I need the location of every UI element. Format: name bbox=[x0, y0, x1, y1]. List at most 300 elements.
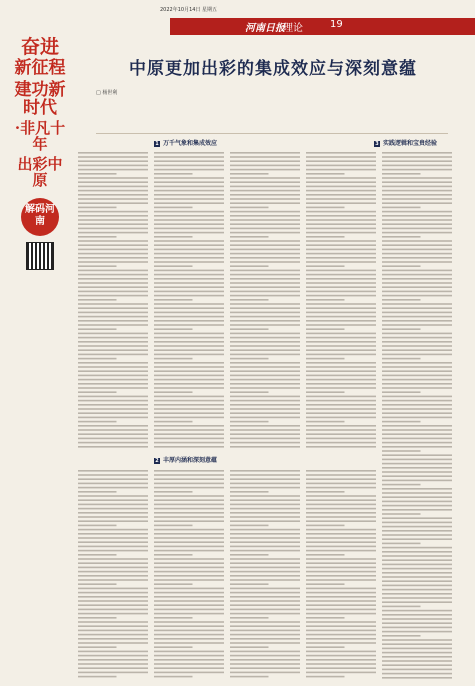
text-line bbox=[78, 508, 148, 510]
text-line bbox=[306, 358, 345, 360]
text-line bbox=[154, 291, 224, 293]
text-line bbox=[78, 520, 148, 522]
text-line bbox=[230, 533, 300, 535]
text-line bbox=[154, 600, 224, 602]
text-line bbox=[78, 341, 148, 343]
text-line bbox=[306, 676, 345, 678]
text-line bbox=[306, 408, 376, 410]
text-line bbox=[78, 667, 148, 669]
text-line bbox=[154, 194, 224, 196]
text-line bbox=[154, 425, 224, 427]
text-texture bbox=[154, 150, 224, 450]
text-line bbox=[154, 177, 224, 179]
text-line bbox=[230, 659, 300, 661]
text-line bbox=[230, 425, 300, 427]
text-line bbox=[230, 211, 300, 213]
text-line bbox=[230, 676, 269, 678]
text-line bbox=[230, 554, 269, 556]
text-line bbox=[78, 442, 148, 444]
text-line bbox=[306, 621, 376, 623]
text-line bbox=[230, 181, 300, 183]
text-line bbox=[382, 354, 452, 356]
text-line bbox=[382, 555, 452, 557]
text-line bbox=[78, 625, 148, 627]
text-line bbox=[382, 328, 421, 330]
text-line bbox=[382, 219, 452, 221]
subheading-2-text: 丰厚内涵和深刻意蕴 bbox=[163, 457, 218, 464]
subheading-3 bbox=[374, 138, 437, 147]
text-line bbox=[154, 546, 224, 548]
text-line bbox=[154, 554, 193, 556]
text-line bbox=[382, 589, 452, 591]
text-line bbox=[230, 244, 300, 246]
text-line bbox=[230, 417, 300, 419]
text-line bbox=[230, 194, 300, 196]
text-line bbox=[154, 387, 224, 389]
text-line bbox=[382, 534, 452, 536]
text-line bbox=[78, 429, 148, 431]
text-line bbox=[230, 634, 300, 636]
text-line bbox=[78, 504, 148, 506]
text-line bbox=[382, 396, 452, 398]
text-line bbox=[78, 638, 148, 640]
text-line bbox=[306, 638, 376, 640]
text-line bbox=[154, 646, 193, 648]
text-line bbox=[78, 537, 148, 539]
text-line bbox=[154, 299, 193, 301]
text-line bbox=[306, 291, 376, 293]
text-texture bbox=[230, 468, 300, 680]
text-line bbox=[382, 337, 452, 339]
text-line bbox=[306, 474, 376, 476]
text-line bbox=[306, 525, 345, 527]
text-line bbox=[78, 562, 148, 564]
text-line bbox=[306, 659, 376, 661]
text-line bbox=[230, 562, 300, 564]
text-line bbox=[306, 391, 345, 393]
text-line bbox=[230, 295, 300, 297]
text-texture bbox=[382, 150, 452, 680]
subheading-1 bbox=[154, 138, 217, 147]
text-line bbox=[78, 186, 148, 188]
text-line bbox=[306, 672, 376, 674]
text-line bbox=[382, 207, 421, 209]
slogan-line-2: 新征程 bbox=[14, 57, 66, 78]
text-line bbox=[78, 571, 148, 573]
text-line bbox=[382, 160, 452, 162]
subheading-1-text: 万千气象和集成效应 bbox=[163, 140, 218, 147]
text-line bbox=[154, 156, 224, 158]
text-line bbox=[306, 508, 376, 510]
text-line bbox=[306, 642, 376, 644]
text-line bbox=[78, 387, 148, 389]
text-line bbox=[78, 516, 148, 518]
text-line bbox=[78, 370, 148, 372]
text-line bbox=[230, 358, 269, 360]
text-line bbox=[78, 223, 148, 225]
text-line bbox=[78, 596, 148, 598]
text-line bbox=[78, 483, 148, 485]
text-line bbox=[154, 160, 224, 162]
text-line bbox=[154, 520, 224, 522]
text-line bbox=[382, 673, 452, 675]
text-line bbox=[230, 316, 300, 318]
text-line bbox=[230, 341, 300, 343]
text-line bbox=[306, 421, 345, 423]
text-line bbox=[306, 588, 376, 590]
text-line bbox=[306, 617, 345, 619]
text-line bbox=[230, 337, 300, 339]
text-line bbox=[382, 223, 452, 225]
text-texture bbox=[78, 468, 148, 680]
text-line bbox=[306, 575, 376, 577]
text-line bbox=[382, 475, 452, 477]
text-line bbox=[230, 495, 300, 497]
text-line bbox=[154, 223, 224, 225]
text-line bbox=[382, 568, 452, 570]
text-line bbox=[382, 543, 421, 545]
text-line bbox=[230, 249, 300, 251]
text-line bbox=[306, 160, 376, 162]
text-line bbox=[230, 625, 300, 627]
text-line bbox=[78, 228, 148, 230]
text-line bbox=[306, 433, 376, 435]
text-line bbox=[306, 596, 376, 598]
text-line bbox=[154, 533, 224, 535]
text-line bbox=[154, 383, 224, 385]
text-line bbox=[382, 291, 452, 293]
text-line bbox=[154, 571, 224, 573]
text-line bbox=[154, 417, 224, 419]
text-line bbox=[230, 487, 300, 489]
text-line bbox=[382, 240, 452, 242]
text-line bbox=[230, 219, 300, 221]
text-line bbox=[78, 181, 148, 183]
text-line bbox=[382, 664, 452, 666]
text-line bbox=[382, 538, 452, 540]
text-line bbox=[382, 454, 452, 456]
text-line bbox=[230, 404, 300, 406]
text-line bbox=[230, 617, 269, 619]
text-line bbox=[230, 613, 300, 615]
subheading-1-number: 1 bbox=[155, 140, 159, 147]
text-line bbox=[154, 412, 224, 414]
text-line bbox=[382, 652, 452, 654]
text-line bbox=[382, 580, 452, 582]
text-line bbox=[306, 219, 376, 221]
text-line bbox=[78, 236, 117, 238]
text-line bbox=[306, 429, 376, 431]
text-line bbox=[382, 513, 421, 515]
text-line bbox=[78, 362, 148, 364]
text-line bbox=[154, 274, 224, 276]
text-line bbox=[154, 236, 193, 238]
text-line bbox=[306, 228, 376, 230]
text-line bbox=[154, 375, 224, 377]
text-line bbox=[230, 550, 300, 552]
text-line bbox=[306, 341, 376, 343]
article bbox=[78, 40, 468, 680]
text-line bbox=[382, 299, 421, 301]
lead-divider bbox=[96, 133, 448, 134]
text-line bbox=[306, 550, 376, 552]
text-line bbox=[306, 181, 376, 183]
text-line bbox=[230, 646, 269, 648]
text-line bbox=[78, 257, 148, 259]
text-line bbox=[306, 223, 376, 225]
text-line bbox=[382, 165, 452, 167]
text-line bbox=[306, 634, 376, 636]
text-line bbox=[78, 525, 117, 527]
slogan-line-4: ·非凡十年 bbox=[14, 119, 66, 154]
text-line bbox=[306, 349, 376, 351]
text-line bbox=[230, 354, 300, 356]
text-line bbox=[230, 499, 300, 501]
text-line bbox=[78, 202, 148, 204]
text-line bbox=[306, 495, 376, 497]
text-line bbox=[306, 207, 345, 209]
text-line bbox=[382, 480, 452, 482]
text-line bbox=[154, 169, 224, 171]
text-line bbox=[154, 341, 224, 343]
text-line bbox=[154, 470, 224, 472]
text-line bbox=[154, 512, 224, 514]
text-line bbox=[154, 438, 224, 440]
text-line bbox=[382, 358, 421, 360]
text-line bbox=[154, 621, 224, 623]
text-line bbox=[306, 516, 376, 518]
text-line bbox=[382, 669, 452, 671]
column-seal: 解码河南 bbox=[21, 198, 59, 236]
text-line bbox=[306, 270, 376, 272]
text-line bbox=[382, 433, 452, 435]
text-line bbox=[154, 583, 193, 585]
text-line bbox=[306, 278, 376, 280]
text-line bbox=[78, 328, 117, 330]
text-line bbox=[154, 207, 193, 209]
text-line bbox=[306, 478, 376, 480]
text-line bbox=[306, 400, 376, 402]
text-line bbox=[230, 609, 300, 611]
text-line bbox=[154, 190, 224, 192]
text-line bbox=[382, 198, 452, 200]
text-line bbox=[78, 646, 117, 648]
text-line bbox=[382, 530, 452, 532]
text-line bbox=[306, 487, 376, 489]
text-line bbox=[382, 236, 421, 238]
text-line bbox=[154, 362, 224, 364]
text-line bbox=[78, 207, 117, 209]
text-line bbox=[230, 525, 269, 527]
text-line bbox=[154, 529, 224, 531]
text-line bbox=[382, 585, 452, 587]
body-column-2 bbox=[154, 150, 224, 450]
text-line bbox=[78, 659, 148, 661]
text-line bbox=[382, 387, 452, 389]
text-line bbox=[154, 499, 224, 501]
text-line bbox=[78, 512, 148, 514]
text-line bbox=[306, 579, 376, 581]
text-line bbox=[230, 438, 300, 440]
text-line bbox=[382, 202, 452, 204]
text-line bbox=[230, 236, 269, 238]
text-line bbox=[382, 417, 452, 419]
text-line bbox=[230, 433, 300, 435]
text-line bbox=[306, 177, 376, 179]
text-line bbox=[154, 303, 224, 305]
text-line bbox=[78, 541, 148, 543]
text-line bbox=[382, 488, 452, 490]
subheading-3-number: 3 bbox=[375, 140, 379, 147]
text-line bbox=[154, 592, 224, 594]
slogan-line-1: 奋进 bbox=[20, 36, 59, 58]
text-line bbox=[78, 270, 148, 272]
text-line bbox=[306, 512, 376, 514]
text-line bbox=[306, 244, 376, 246]
text-line bbox=[154, 198, 224, 200]
text-line bbox=[78, 391, 117, 393]
text-line bbox=[306, 299, 345, 301]
text-line bbox=[230, 387, 300, 389]
text-line bbox=[382, 391, 421, 393]
text-line bbox=[78, 575, 148, 577]
text-line bbox=[154, 442, 224, 444]
text-line bbox=[306, 541, 376, 543]
text-line bbox=[382, 375, 452, 377]
text-line bbox=[78, 446, 148, 448]
text-line bbox=[230, 328, 269, 330]
text-line bbox=[230, 215, 300, 217]
text-line bbox=[306, 562, 376, 564]
text-line bbox=[230, 324, 300, 326]
text-line bbox=[382, 412, 452, 414]
text-line bbox=[154, 173, 193, 175]
text-line bbox=[382, 349, 452, 351]
text-line bbox=[78, 655, 148, 657]
text-line bbox=[230, 173, 269, 175]
body-column-3-lower bbox=[230, 468, 300, 680]
text-line bbox=[78, 211, 148, 213]
text-line bbox=[382, 232, 452, 234]
text-line bbox=[154, 337, 224, 339]
text-line bbox=[306, 286, 376, 288]
text-line bbox=[382, 274, 452, 276]
text-line bbox=[382, 400, 452, 402]
text-line bbox=[306, 198, 376, 200]
text-line bbox=[154, 617, 193, 619]
text-line bbox=[230, 291, 300, 293]
text-line bbox=[230, 228, 300, 230]
text-line bbox=[230, 638, 300, 640]
text-line bbox=[306, 236, 345, 238]
text-line bbox=[306, 333, 376, 335]
text-line bbox=[78, 579, 148, 581]
text-line bbox=[154, 516, 224, 518]
text-line bbox=[382, 501, 452, 503]
text-line bbox=[230, 207, 269, 209]
text-line bbox=[306, 571, 376, 573]
text-line bbox=[382, 429, 452, 431]
article-byline: □ 杨世利 bbox=[96, 90, 118, 96]
text-line bbox=[154, 541, 224, 543]
text-line bbox=[382, 484, 421, 486]
text-line bbox=[154, 253, 224, 255]
text-line bbox=[306, 546, 376, 548]
text-line bbox=[154, 232, 224, 234]
page-number: 19 bbox=[330, 19, 343, 30]
text-line bbox=[306, 345, 376, 347]
text-line bbox=[154, 495, 224, 497]
text-line bbox=[230, 604, 300, 606]
text-line bbox=[306, 529, 376, 531]
text-line bbox=[230, 152, 300, 154]
text-line bbox=[306, 303, 376, 305]
text-line bbox=[306, 320, 376, 322]
text-line bbox=[154, 358, 193, 360]
text-line bbox=[78, 676, 117, 678]
page-header bbox=[0, 0, 475, 38]
text-line bbox=[382, 606, 421, 608]
text-line bbox=[230, 642, 300, 644]
text-line bbox=[306, 370, 376, 372]
text-line bbox=[306, 152, 376, 154]
text-line bbox=[306, 295, 376, 297]
text-line bbox=[78, 425, 148, 427]
text-line bbox=[78, 375, 148, 377]
left-sidebar bbox=[12, 38, 68, 678]
section-name: 理论 bbox=[283, 23, 303, 34]
text-line bbox=[306, 667, 376, 669]
text-line bbox=[230, 333, 300, 335]
text-line bbox=[382, 228, 452, 230]
text-line bbox=[382, 345, 452, 347]
text-line bbox=[78, 495, 148, 497]
text-line bbox=[382, 635, 421, 637]
text-line bbox=[154, 316, 224, 318]
text-line bbox=[382, 656, 452, 658]
text-line bbox=[78, 278, 148, 280]
text-line bbox=[306, 375, 376, 377]
text-line bbox=[78, 546, 148, 548]
text-line bbox=[154, 429, 224, 431]
text-line bbox=[382, 631, 452, 633]
text-line bbox=[78, 400, 148, 402]
text-line bbox=[78, 198, 148, 200]
text-line bbox=[230, 491, 269, 493]
text-line bbox=[230, 257, 300, 259]
text-line bbox=[382, 459, 452, 461]
text-line bbox=[230, 478, 300, 480]
text-line bbox=[230, 370, 300, 372]
text-line bbox=[306, 202, 376, 204]
text-line bbox=[154, 257, 224, 259]
body-column-3 bbox=[230, 150, 300, 450]
text-line bbox=[78, 529, 148, 531]
text-line bbox=[78, 316, 148, 318]
text-line bbox=[78, 244, 148, 246]
text-line bbox=[154, 579, 224, 581]
text-line bbox=[154, 278, 224, 280]
text-line bbox=[382, 547, 452, 549]
text-line bbox=[382, 597, 452, 599]
text-line bbox=[306, 307, 376, 309]
text-line bbox=[78, 433, 148, 435]
text-line bbox=[382, 421, 421, 423]
text-line bbox=[382, 320, 452, 322]
text-line bbox=[154, 320, 224, 322]
text-line bbox=[230, 512, 300, 514]
text-line bbox=[230, 504, 300, 506]
